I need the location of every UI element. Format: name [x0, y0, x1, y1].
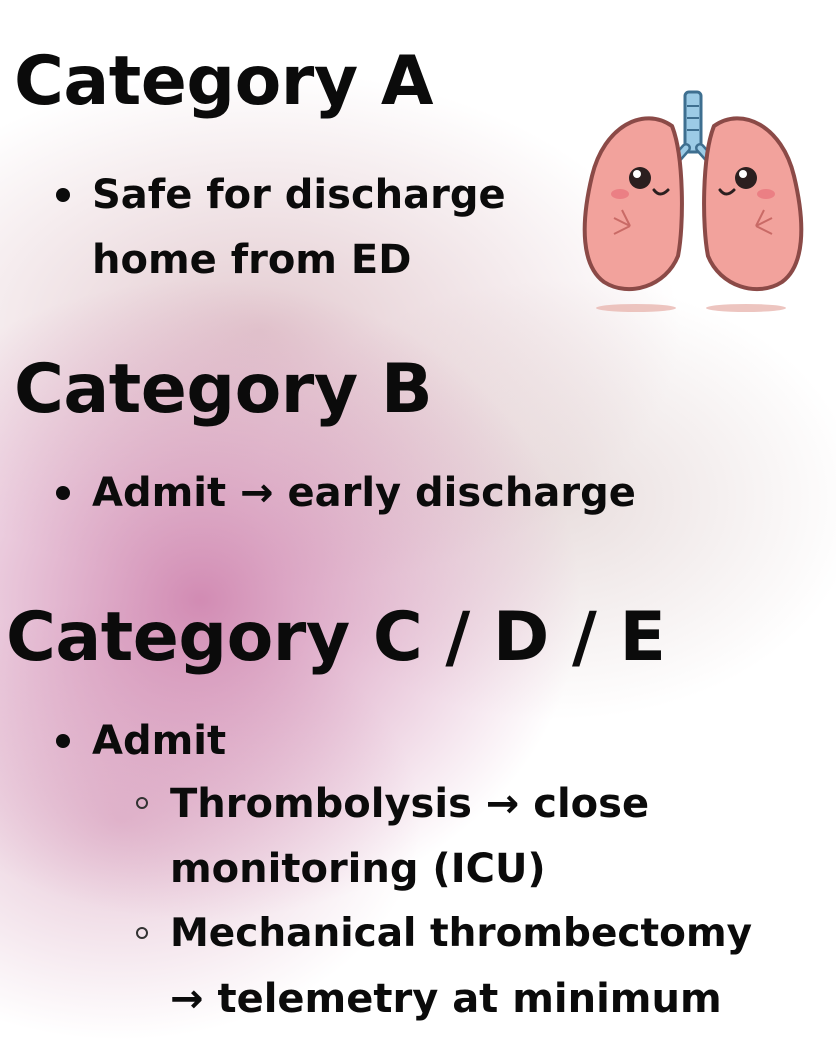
category-a-bullet-line1: Safe for discharge	[92, 172, 506, 218]
bullet-dot	[56, 734, 70, 748]
bullet-dot	[56, 486, 70, 500]
bullet-dot	[56, 188, 70, 202]
sub-bullet-ring	[136, 797, 148, 809]
cartoon-lungs-icon	[574, 86, 814, 318]
category-a-bullet-line2: home from ED	[92, 237, 412, 283]
category-cde-bullet: Admit	[92, 718, 227, 764]
category-cde-sub1-line1: Thrombolysis → close	[170, 781, 650, 827]
category-cde-sub1-line2: monitoring (ICU)	[170, 846, 546, 892]
category-b-bullet: Admit → early discharge	[92, 470, 636, 516]
category-a-heading: Category A	[14, 42, 433, 121]
category-cde-sub2-line2: → telemetry at minimum	[170, 976, 722, 1022]
category-cde-heading: Category C / D / E	[6, 598, 666, 677]
sub-bullet-ring	[136, 927, 148, 939]
category-b-heading: Category B	[14, 350, 433, 429]
category-cde-sub2-line1: Mechanical thrombectomy	[170, 911, 753, 956]
